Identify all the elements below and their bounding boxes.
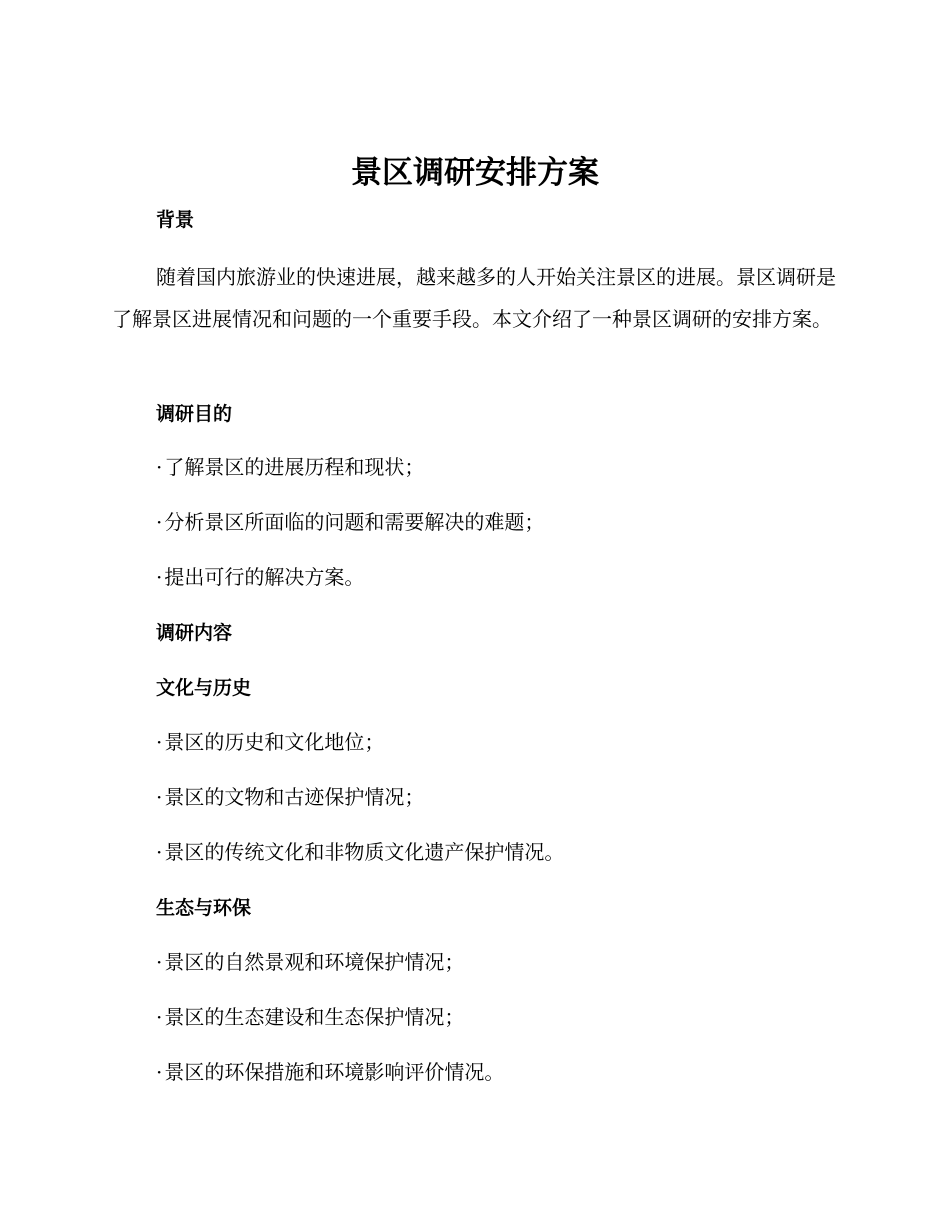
list-item <box>156 947 464 977</box>
list-item <box>156 452 424 482</box>
list-item <box>156 837 564 867</box>
bullet-marker: · <box>156 730 163 754</box>
bullet-marker: · <box>156 455 163 479</box>
list-item <box>156 507 544 537</box>
bullet-marker: · <box>156 1060 163 1084</box>
bullet-marker: · <box>156 840 163 864</box>
bullet-marker: · <box>156 1005 163 1029</box>
list-item-text: 景区的传统文化和非物质文化遗产保护情况。 <box>164 840 565 864</box>
document-title: 景区调研安排方案 <box>351 155 599 191</box>
list-item-text: 景区的环保措施和环境影响评价情况。 <box>164 1060 505 1084</box>
bullet-marker: · <box>156 785 163 809</box>
section-heading-background: 背景 <box>156 209 195 231</box>
list-item-text: 景区的自然景观和环境保护情况； <box>164 950 465 974</box>
bullet-marker: · <box>156 950 163 974</box>
list-item <box>156 562 364 592</box>
list-item <box>156 782 424 812</box>
bullet-marker: · <box>156 510 163 534</box>
list-item <box>156 727 384 757</box>
subsection-heading-culture-history: 文化与历史 <box>156 677 252 699</box>
bullet-marker: · <box>156 565 163 589</box>
section-heading-content: 调研内容 <box>156 622 233 644</box>
list-item-text: 景区的生态建设和生态保护情况； <box>164 1005 465 1029</box>
section-heading-purpose: 调研目的 <box>156 403 233 425</box>
list-item <box>156 1002 464 1032</box>
list-item-text: 景区的文物和古迹保护情况； <box>164 785 425 809</box>
subsection-heading-ecology: 生态与环保 <box>156 897 252 919</box>
list-item-text: 提出可行的解决方案。 <box>164 565 365 589</box>
list-item <box>156 1057 504 1087</box>
list-item-text: 分析景区所面临的问题和需要解决的难题； <box>164 510 545 534</box>
list-item-text: 了解景区的进展历程和现状； <box>164 455 425 479</box>
list-item-text: 景区的历史和文化地位； <box>164 730 385 754</box>
background-paragraph: 随着国内旅游业的快速进展，越来越多的人开始关注景区的进展。景区调研是了解景区进展情况和问题的一个重要手段。本文介绍了一种景区调研的安排方案。 <box>112 265 836 331</box>
